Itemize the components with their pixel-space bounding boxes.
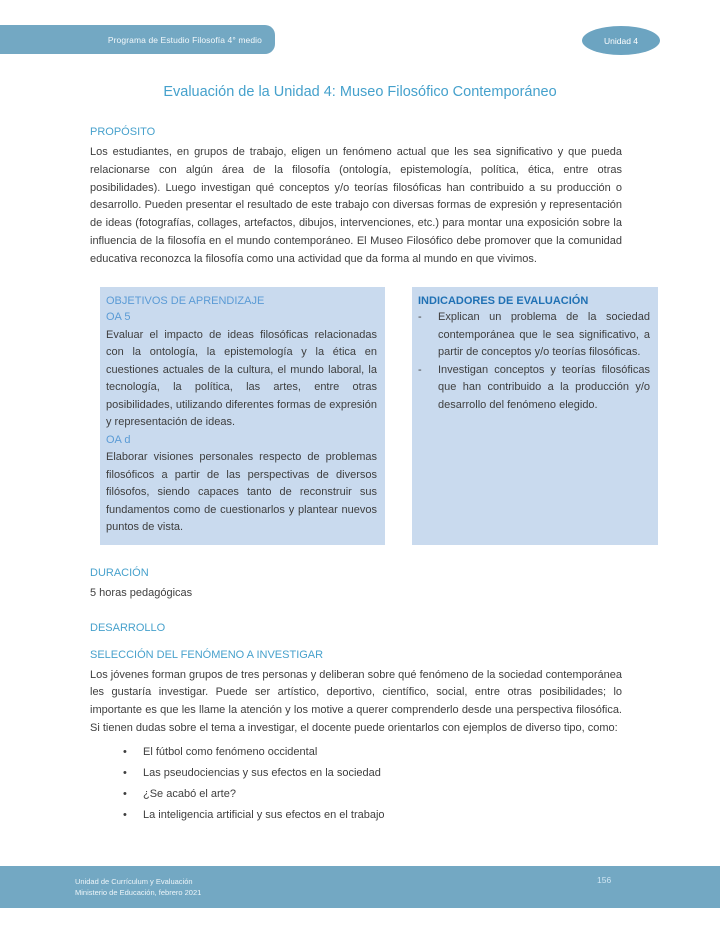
list-item: • Las pseudociencias y sus efectos en la sociedad xyxy=(90,763,622,784)
program-ribbon xyxy=(0,25,275,54)
list-item: • La inteligencia artificial y sus efectos en el trabajo xyxy=(90,805,622,826)
indicadores-box xyxy=(412,287,658,545)
objetivos-heading: OBJETIVOS DE APRENDIZAJE xyxy=(106,295,265,308)
objectives-indicators-row xyxy=(100,287,658,545)
indicadores-heading: INDICADORES DE EVALUACIÓN xyxy=(418,295,589,308)
unit-badge xyxy=(582,26,660,55)
indicador-item xyxy=(418,362,650,415)
seleccion-paragraph: Los jóvenes forman grupos de tres personas y deliberan sobre qué fenómeno de la sociedad contemporánea les gustaría investigar. Puede ser artístico, deportivo, científico, social, entre otras posibilidades; lo importante es que les llame la atención y los motive a querer comprenderlo desde una perspectiva filosófica. Si tienen dudas sobre el tema a investigar, el docente puede orientarlos con ejemplos de diverso tipo, como: xyxy=(90,668,623,734)
indicador-text: - Explican un problema de la sociedad contemporánea que le sea significativo, a partir de conceptos y/o teorías filosóficas. xyxy=(438,311,650,359)
indicador-item xyxy=(418,309,650,362)
proposito-heading: PROPÓSITO xyxy=(90,126,156,138)
oa-code: OA 5 xyxy=(106,311,131,324)
duracion-text: 5 horas pedagógicas xyxy=(90,586,193,599)
objetivos-box xyxy=(100,287,385,545)
indicador-text: - Investigan conceptos y teorías filosóficas que han contribuido a la producción y/o desarrollo del fenómeno elegido. xyxy=(438,363,650,411)
example-topics-list xyxy=(90,742,622,826)
list-item: • El fútbol como fenómeno occidental xyxy=(90,742,622,763)
unit-badge-label: Unidad 4 xyxy=(603,35,639,46)
footer-org-line1: Unidad de Currículum y Evaluación xyxy=(75,877,193,886)
proposito-paragraph: Los estudiantes, en grupos de trabajo, eligen un fenómeno actual que les sea significativo y que pueda relacionarse con algún área de la filosofía (ontología, epistemología, política, ética, entre otras posibilidades). Luego investigan qué conceptos y/o teorías filosóficas han contribuido a su producción o desarrollo. Pueden presentar el resultado de este trabajo con diversas formas de expresión y representación de ideas (fotografías, collages, artefactos, dibujos, intervenciones, etc.) para montar una exposición sobre la influencia de la filosofía en el mundo contemporáneo. El Museo Filosófico debe promover que la comunidad educativa reconozca la filosofía como una actividad que da forma al mundo en que vivimos. xyxy=(90,146,622,265)
footer-org-line2: Ministerio de Educación, febrero 2021 xyxy=(75,888,202,897)
list-item: • ¿Se acabó el arte? xyxy=(90,784,622,805)
oa-text: Evaluar el impacto de ideas filosóficas relacionadas con la ontología, la epistemología y la ética en cuestiones actuales de la cultura, el mundo laboral, la tecnología, la política, las artes, entre otras posibilidades, utilizando diferentes formas de expresión y representación de ideas. xyxy=(106,328,377,429)
footer-bar xyxy=(0,866,720,908)
content-area xyxy=(90,122,650,826)
duracion-heading: DURACIÓN xyxy=(90,566,149,579)
page-title: Evaluación de la Unidad 4: Museo Filosófico Contemporáneo xyxy=(163,84,557,100)
oa-code: OA d xyxy=(106,433,131,446)
program-ribbon-label: Programa de Estudio Filosofía 4° medio xyxy=(107,34,262,45)
oa-text: Elaborar visiones personales respecto de problemas filosóficos a partir de las perspectivas de diversos filósofos, siendo capaces tanto de reconstruir sus fundamentos como de cuestionarlos y plantear nuevos puntos de vista. xyxy=(106,451,377,534)
seleccion-heading: SELECCIÓN DEL FENÓMENO A INVESTIGAR xyxy=(90,648,324,661)
page-number: 156 xyxy=(597,875,612,885)
desarrollo-heading: DESARROLLO xyxy=(90,621,166,634)
